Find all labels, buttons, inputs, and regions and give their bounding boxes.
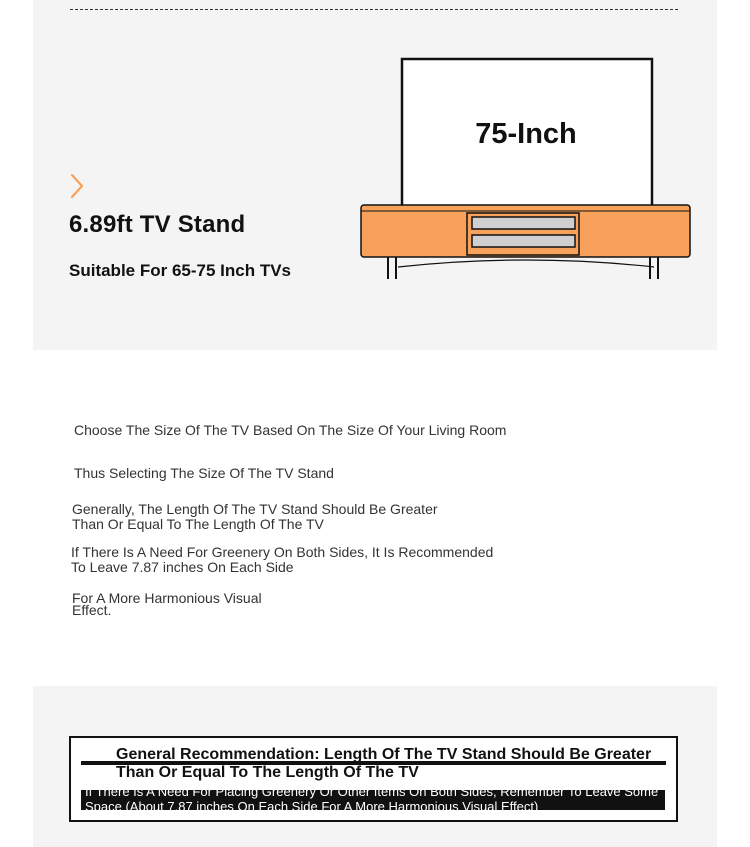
guidance-line-4: If There Is A Need For Greenery On Both Sides, It Is Recommended To Leave 7.87 inches On Each Side: [71, 544, 494, 575]
chevron-right-icon[interactable]: [69, 172, 85, 200]
guidance-line-3: Generally, The Length Of The TV Stand Should Be Greater Than Or Equal To The Length Of The TV: [72, 501, 438, 532]
stand-title: 6.89ft TV Stand: [69, 211, 246, 238]
recommendation-body: If There Is A Need For Placing Greenery Or Other Items On Both Sides, Remember To Leave Some Space (About 7.87 inches On Each Side For A More Harmonious Visual Effect): [85, 784, 659, 814]
guidance-line-2: Thus Selecting The Size Of The TV Stand: [74, 465, 334, 481]
tv-size-label: 75-Inch: [475, 118, 577, 150]
guidance-line-5: For A More Harmonious Visual Effect.: [72, 590, 262, 618]
guidance-line-1: Choose The Size Of The TV Based On The Size Of Your Living Room: [74, 422, 507, 438]
dashed-divider: [70, 9, 678, 10]
recommendation-title: General Recommendation: Length Of The TV Stand Should Be Greater Than Or Equal To The Length Of The TV: [116, 746, 652, 781]
tv-stand-illustration: [358, 55, 694, 283]
stand-subtitle: Suitable For 65-75 Inch TVs: [69, 261, 292, 280]
